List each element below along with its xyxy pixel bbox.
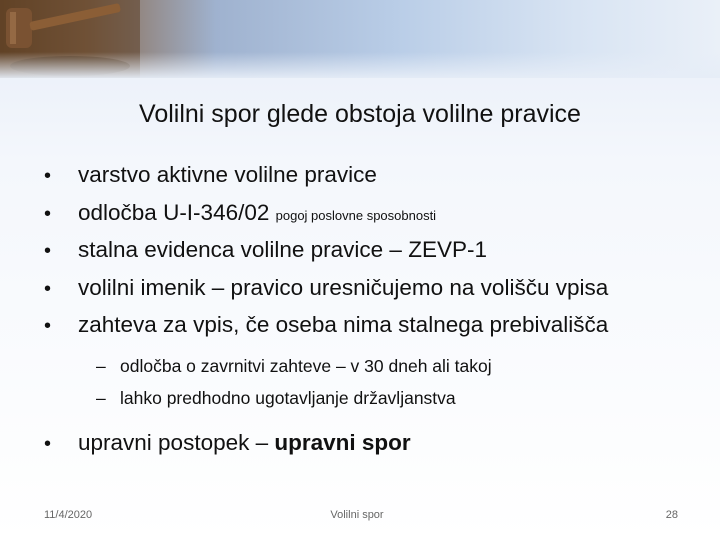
bullet-item: [44, 237, 704, 275]
footer-title: Volilni spor: [330, 509, 384, 521]
bullet-text: zahteva za vpis, če oseba nima stalnega prebivališča: [78, 312, 609, 337]
bullet-text: varstvo aktivne volilne pravice: [78, 162, 377, 187]
bullet-marker: •: [44, 432, 52, 455]
sub-bullet-item: [96, 356, 704, 388]
dash-marker: –: [96, 387, 106, 408]
bullet-marker: •: [44, 202, 52, 225]
bullet-item: [44, 200, 704, 238]
footer-page-number: 28: [665, 509, 678, 521]
bullet-marker: •: [44, 165, 52, 187]
bullet-marker: •: [44, 315, 52, 337]
bullet-item: [44, 275, 704, 313]
header-banner: [0, 0, 720, 78]
bullet-item: [44, 312, 704, 350]
bullet-text: volilni imenik – pravico uresničujemo na volišču vpisa: [78, 274, 609, 300]
bullet-main-text: upravni postopek –: [78, 429, 275, 455]
bullet-marker: •: [44, 277, 52, 300]
bullet-bold-text: upravni spor: [274, 429, 411, 455]
bullet-text: [78, 200, 436, 226]
footer-date: 11/4/2020: [44, 509, 93, 521]
bullet-main-text: odločba U-I-346/02: [78, 199, 276, 225]
bullet-item: [44, 162, 704, 200]
bullet-marker: •: [44, 240, 52, 262]
bullet-text: stalna evidenca volilne pravice – ZEVP-1: [78, 237, 487, 262]
gavel-icon: [0, 0, 140, 78]
sub-bullet-text: lahko predhodno ugotavljanje državljanstva: [120, 387, 456, 408]
dash-marker: –: [96, 355, 106, 376]
bullet-small-note: pogoj poslovne sposobnosti: [275, 207, 437, 223]
bullet-text: [78, 430, 411, 456]
slide-title: Volilni spor glede obstoja volilne pravice: [139, 100, 581, 128]
sub-bullet-item: [96, 388, 704, 420]
bullet-list: [44, 162, 704, 467]
bullet-item: [44, 430, 704, 468]
sub-bullet-text: odločba o zavrnitvi zahteve – v 30 dneh ali takoj: [120, 355, 492, 376]
